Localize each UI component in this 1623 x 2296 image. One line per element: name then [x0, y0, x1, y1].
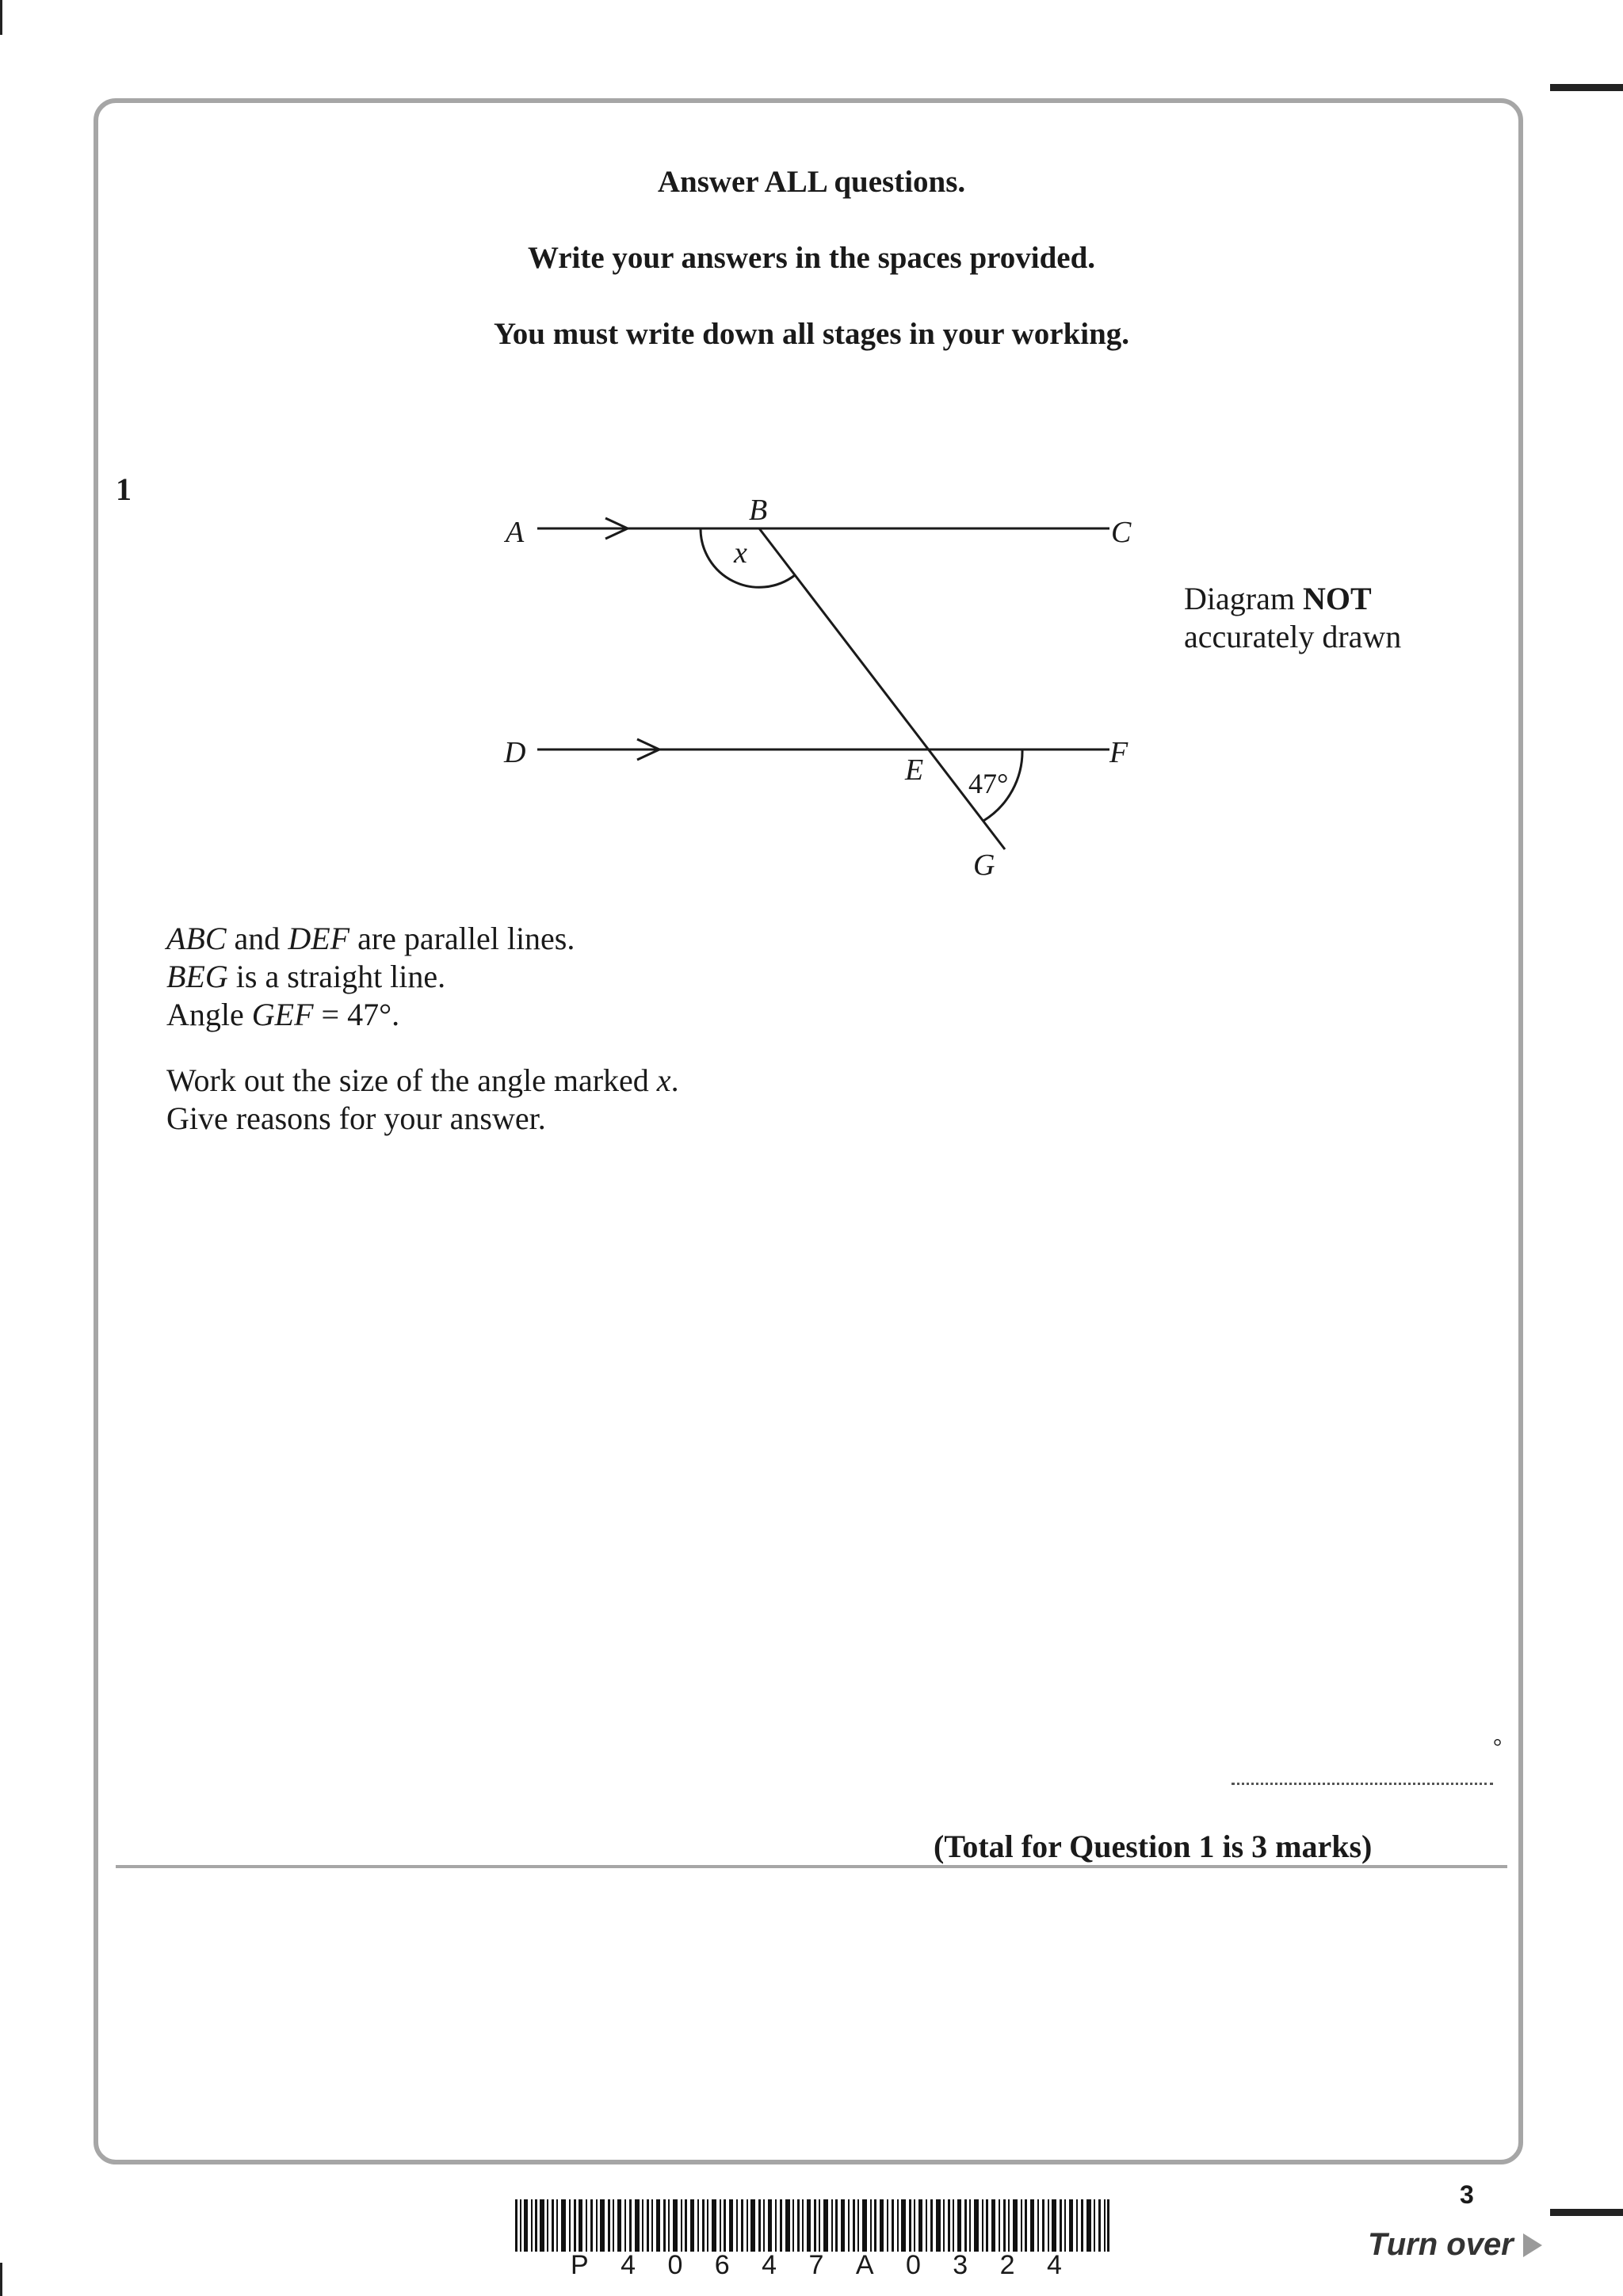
stem-line-2: BEG is a straight line.	[166, 959, 446, 994]
answer-degree-symbol: °	[1493, 1735, 1503, 1760]
instruction-answer-all: Answer ALL questions.	[657, 165, 966, 199]
label-d: D	[504, 736, 526, 769]
label-f: F	[1109, 736, 1128, 769]
label-b: B	[749, 494, 768, 527]
crop-mark-bottom-left-vertical	[0, 2263, 2, 2296]
stem-line-3: Angle GEF = 47°.	[166, 997, 400, 1032]
diagram-note	[1184, 580, 1401, 656]
task-line-1: Work out the size of the angle marked x.	[166, 1062, 679, 1098]
stem-line-1: ABC and DEF are parallel lines.	[166, 921, 575, 956]
label-a: A	[506, 516, 525, 549]
question-stem	[166, 920, 575, 1034]
instruction-spaces: Write your answers in the spaces provided.	[527, 241, 1096, 275]
line-beg	[759, 528, 1005, 849]
geometry-diagram	[0, 0, 1623, 911]
question-number: 1	[116, 471, 132, 507]
question-divider	[116, 1865, 1507, 1868]
label-c: C	[1111, 516, 1132, 549]
task-line-2: Give reasons for your answer.	[166, 1100, 546, 1136]
label-x: x	[734, 536, 747, 570]
turn-over	[1368, 2227, 1542, 2263]
label-g: G	[973, 849, 995, 882]
instruction-working: You must write down all stages in your working.	[493, 317, 1130, 351]
question-task	[166, 1062, 679, 1138]
crop-mark-bottom-right	[1550, 2209, 1623, 2216]
diagram-note-line2: accurately drawn	[1184, 619, 1402, 654]
label-angle-47: 47°	[968, 768, 1009, 799]
diagram-note-not: NOT	[1302, 581, 1372, 616]
diagram-note-prefix: Diagram	[1184, 581, 1303, 616]
page-number: 3	[1460, 2180, 1474, 2209]
barcode	[515, 2199, 1109, 2252]
question-total: (Total for Question 1 is 3 marks)	[934, 1829, 1373, 1864]
label-e: E	[905, 753, 924, 787]
answer-line[interactable]	[1232, 1783, 1493, 1785]
barcode-digits: P 4 0 6 4 7 A 0 3 2 4	[571, 2250, 1062, 2280]
turn-over-label: Turn over	[1368, 2227, 1514, 2262]
turn-over-arrow-icon	[1523, 2233, 1542, 2257]
